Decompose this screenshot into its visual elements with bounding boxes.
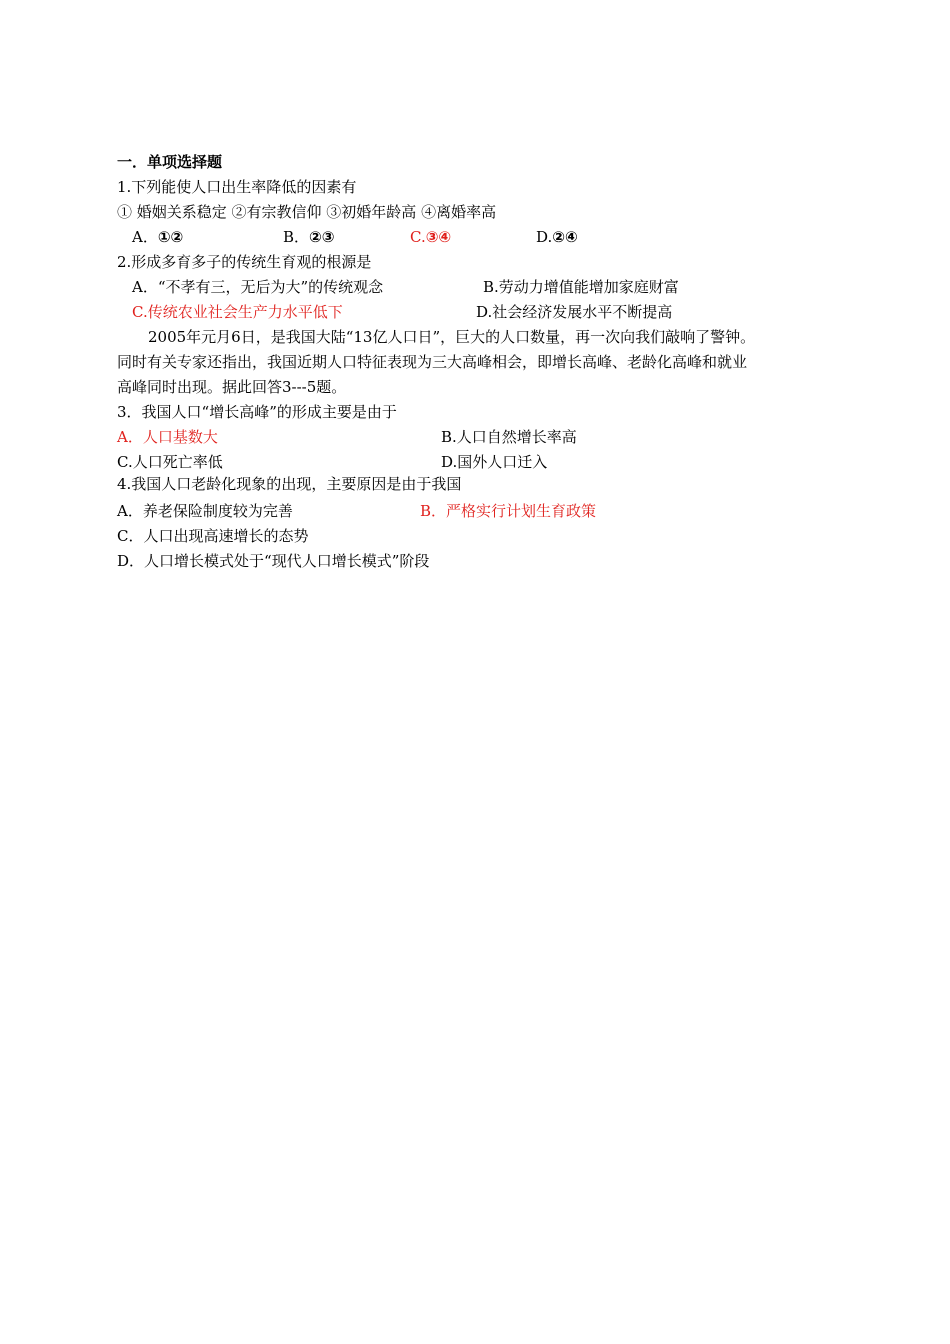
q1-option-a-label: A． [132, 228, 158, 246]
q3-option-c: C.人口死亡率低 [117, 453, 223, 471]
q1-option-d [536, 226, 578, 248]
q2-option-a: A．“不孝有三，无后为大”的传统观念 [132, 278, 384, 296]
q1-option-d-label: D. [536, 228, 553, 246]
q3-option-d: D.国外人口迁入 [441, 453, 548, 471]
q1-option-b-label: B． [283, 228, 310, 246]
q1-option-a [132, 226, 183, 248]
q2-option-d: D.社会经济发展水平不断提高 [476, 303, 673, 321]
q1-option-b-value: ②③ [309, 228, 335, 246]
q2-option-c-answer: C.传统农业社会生产力水平低下 [132, 303, 343, 321]
q1-option-b [283, 226, 334, 248]
q1-factors: ① 婚姻关系稳定 ②有宗教信仰 ③初婚年龄高 ④离婚率高 [117, 203, 497, 221]
q2-stem: 2.形成多育多子的传统生育观的根源是 [117, 253, 372, 271]
q1-option-c-value: ③④ [425, 228, 452, 246]
passage-line-3: 高峰同时出现。据此回答3---5题。 [117, 378, 347, 396]
q1-option-c-answer [410, 226, 451, 248]
section-title: 一．单项选择题 [117, 153, 223, 171]
q1-option-d-value: ②④ [552, 228, 578, 246]
passage-line-2: 同时有关专家还指出，我国近期人口特征表现为三大高峰相会，即增长高峰、老龄化高峰和就业 [117, 353, 748, 371]
q1-stem: 1.下列能使人口出生率降低的因素有 [117, 178, 357, 196]
q4-option-d: D．人口增长模式处于“现代人口增长模式”阶段 [117, 552, 430, 570]
q3-stem: 3．我国人口“增长高峰”的形成主要是由于 [117, 403, 397, 421]
q1-option-a-value: ①② [157, 228, 184, 246]
passage-line-1: 2005年元月6日，是我国大陆“13亿人口日”，巨大的人口数量，再一次向我们敲响了警钟。 [148, 328, 756, 346]
q4-stem: 4.我国人口老龄化现象的出现，主要原因是由于我国 [117, 475, 462, 493]
q1-option-c-label: C. [410, 228, 426, 246]
q3-option-b: B.人口自然增长率高 [441, 428, 577, 446]
q4-option-a: A．养老保险制度较为完善 [117, 502, 293, 520]
q3-option-a-answer: A．人口基数大 [117, 428, 218, 446]
q2-option-b: B.劳动力增值能增加家庭财富 [483, 278, 679, 296]
q4-option-c: C．人口出现高速增长的态势 [117, 527, 309, 545]
q4-option-b-answer: B．严格实行计划生育政策 [420, 502, 597, 520]
